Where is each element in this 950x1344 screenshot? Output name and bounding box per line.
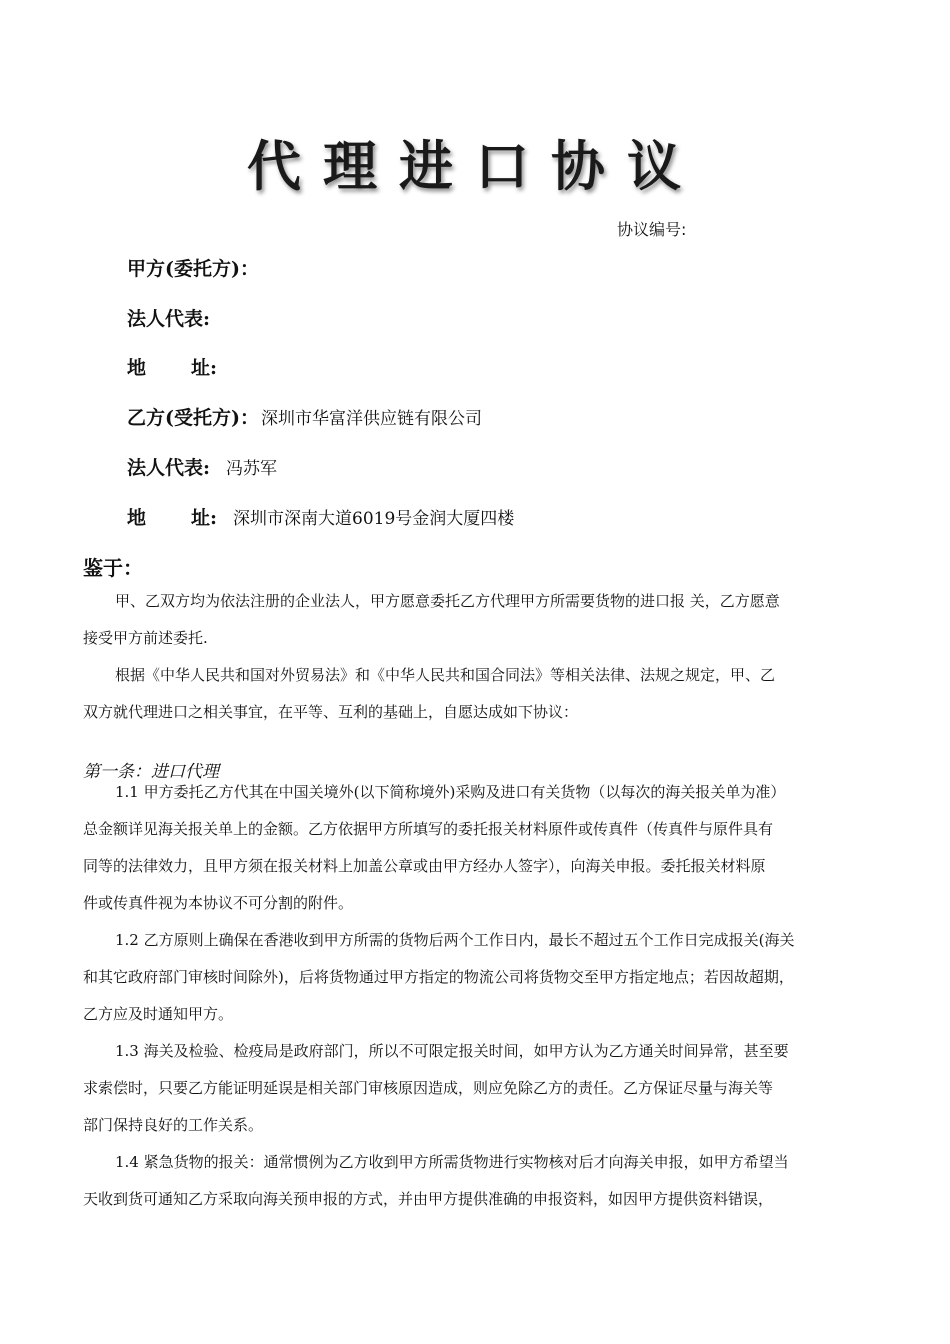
whereas-paragraph-1 bbox=[83, 583, 873, 657]
whereas-heading: 鉴于： bbox=[83, 556, 143, 580]
party-a-label: 甲方(委托方)： bbox=[127, 258, 259, 280]
paragraph-line: 乙方应及时通知甲方。 bbox=[83, 1005, 234, 1023]
party-a-rep-label: 法人代表: bbox=[127, 308, 211, 330]
agreement-number-label: 协议编号: bbox=[617, 220, 687, 239]
document-title: 代理进口协议 bbox=[247, 135, 703, 198]
party-b-rep-label: 法人代表: bbox=[127, 457, 211, 479]
paragraph-line: 件或传真件视为本协议不可分割的附件。 bbox=[83, 894, 354, 912]
paragraph-line: 同等的法律效力，且甲方须在报关材料上加盖公章或由甲方经办人签字），向海关申报。委托报关材料原 bbox=[83, 857, 766, 875]
paragraph-line: 求索偿时，只要乙方能证明延误是相关部门审核原因造成，则应免除乙方的责任。乙方保证尽量与海关等 bbox=[83, 1079, 774, 1097]
whereas-paragraph-2 bbox=[83, 657, 873, 731]
paragraph-line: 1.3 海关及检验、检疫局是政府部门，所以不可限定报关时间，如甲方认为乙方通关时间异常，甚至要 bbox=[115, 1042, 789, 1060]
party-a-rep-row bbox=[127, 304, 210, 331]
paragraph-line: 甲、乙双方均为依法注册的企业法人，甲方愿意委托乙方代理甲方所需要货物的进口报 关，乙方愿意 bbox=[115, 592, 780, 610]
paragraph-line: 1.1 甲方委托乙方代其在中国关境外(以下简称境外)采购及进口有关货物（以每次的海关报关单为准） bbox=[115, 783, 786, 801]
paragraph-line: 总金额详见海关报关单上的金额。乙方依据甲方所填写的委托报关材料原件或传真件（传真件与原件具有 bbox=[83, 820, 774, 838]
party-b-address-label-2: 址: bbox=[191, 507, 218, 529]
party-a-address-label-1: 地 bbox=[127, 357, 147, 379]
party-a-address-label-2: 址: bbox=[191, 357, 218, 379]
party-b-address: 深圳市深南大道6019号金润大厦四楼 bbox=[233, 509, 515, 529]
party-b-address-row bbox=[127, 503, 514, 530]
paragraph-line: 和其它政府部门审核时间除外)，后将货物通过甲方指定的物流公司将货物交至甲方指定地点；若因故超期， bbox=[83, 968, 794, 986]
paragraph-line: 1.4 紧急货物的报关：通常惯例为乙方收到甲方所需货物进行实物核对后才向海关申报，如甲方希望当 bbox=[115, 1153, 789, 1171]
paragraph-line: 天收到货可通知乙方采取向海关预申报的方式，并由甲方提供准确的申报资料，如因甲方提供资料错误， bbox=[83, 1190, 774, 1208]
party-b-rep: 冯苏军 bbox=[226, 459, 278, 479]
party-a-row bbox=[127, 254, 259, 281]
party-b-address-label-1: 地 bbox=[127, 507, 147, 529]
paragraph-line: 接受甲方前述委托. bbox=[83, 629, 208, 647]
paragraph-line: 1.2 乙方原则上确保在香港收到甲方所需的货物后两个工作日内，最长不超过五个工作日完成报关(海关 bbox=[115, 931, 795, 949]
clause-1-1 bbox=[83, 774, 873, 922]
party-b-label: 乙方(受托方)： bbox=[127, 407, 259, 429]
clause-1-4 bbox=[83, 1144, 873, 1218]
clause-1-2 bbox=[83, 922, 873, 1033]
party-b-name: 深圳市华富洋供应链有限公司 bbox=[260, 409, 482, 429]
party-b-rep-row bbox=[127, 453, 277, 480]
clause-1-3 bbox=[83, 1033, 873, 1144]
party-a-address-row bbox=[127, 353, 217, 380]
paragraph-line: 根据《中华人民共和国对外贸易法》和《中华人民共和国合同法》等相关法律、法规之规定，甲、乙 bbox=[115, 666, 776, 684]
paragraph-line: 部门保持良好的工作关系。 bbox=[83, 1116, 264, 1134]
party-b-row bbox=[127, 403, 482, 430]
article-1-heading: 第一条：进口代理 bbox=[83, 762, 219, 782]
paragraph-line: 双方就代理进口之相关事宜，在平等、互利的基础上，自愿达成如下协议： bbox=[83, 703, 579, 721]
